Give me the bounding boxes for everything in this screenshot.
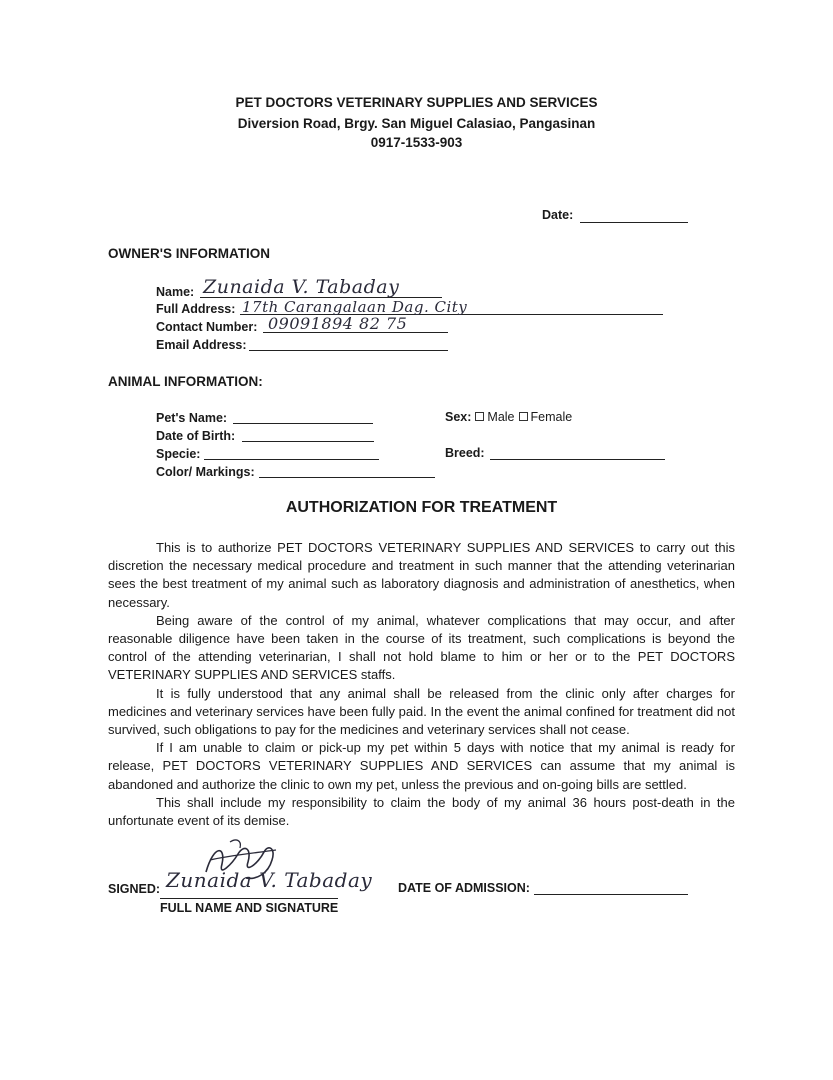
name-label: Name: [156,285,195,299]
email-label: Email Address: [156,338,247,352]
company-address: Diversion Road, Brgy. San Miguel Calasiao, Pangasinan [237,116,596,131]
signed-handwritten-name: Zunaida V. Tabaday [166,868,373,892]
dob-label: Date of Birth: [156,429,236,443]
admission-label: DATE OF ADMISSION: [398,881,530,895]
address-handwritten: 17th Carangalaan Dag. City [242,298,468,316]
date-label: Date: [542,208,574,222]
male-checkbox[interactable] [475,412,484,421]
specie-field[interactable] [204,459,379,460]
pet-name-field[interactable] [233,423,373,424]
date-field[interactable] [580,222,688,223]
signature-field[interactable] [160,898,338,899]
email-field[interactable] [249,350,448,351]
signature-caption: FULL NAME AND SIGNATURE [160,901,339,915]
female-label: Female [530,410,573,424]
signed-label: SIGNED: [108,882,161,896]
breed-label: Breed: [445,446,485,460]
authorization-title: AUTHORIZATION FOR TREATMENT [285,499,558,516]
color-field[interactable] [259,477,435,478]
name-handwritten: Zunaida V. Tabaday [203,276,400,298]
paragraph-1: This is to authorize PET DOCTORS VETERINARY SUPPLIES AND SERVICES to carry out this discretion the necessary medical procedure and treatment in such manner that the attending veterinarian sees the best treatment of my animal such as laboratory diagnosis and administration of anesthetics, when necessary. [108,540,735,610]
authorization-body [108,539,735,830]
company-name: PET DOCTORS VETERINARY SUPPLIES AND SERVICES [235,95,598,110]
contact-handwritten: 09091894 82 75 [268,314,408,333]
dob-field[interactable] [242,441,374,442]
sex-row [445,410,572,424]
pet-name-label: Pet's Name: [156,411,228,425]
paragraph-4: If I am unable to claim or pick-up my pet within 5 days with notice that my animal is ready for release, PET DOCTORS VETERINARY SUPPLIES AND SERVICES can assume that my animal is abandoned and authorize the clinic to own my pet, unless the previous and on-going bills are settled. [108,740,735,792]
color-label: Color/ Markings: [156,465,255,479]
paragraph-2: Being aware of the control of my animal, whatever complications that may occur, and after reasonable diligence have been taken in the course of its treatment, such complications is beyond the control of the attending veterinarian, I shall not hold blame to him or her or to the PET DOCTORS VETERINARY SUPPLIES AND SERVICES staffs. [108,612,735,683]
animal-section-title: ANIMAL INFORMATION: [108,374,263,389]
specie-label: Specie: [156,447,201,461]
admission-date-field[interactable] [534,894,688,895]
contact-label: Contact Number: [156,320,258,334]
owner-section-title: OWNER'S INFORMATION [108,246,270,261]
sex-label: Sex: [445,410,472,424]
paragraph-5: This shall include my responsibility to claim the body of my animal 36 hours post-death in the unfortunate event of its demise. [108,794,735,829]
breed-field[interactable] [490,459,665,460]
company-phone: 0917-1533-903 [370,135,463,150]
paragraph-3: It is fully understood that any animal shall be released from the clinic only after charges for medicines and veterinary services have been fully paid. In the event the animal confined for treatment did not survived, such obligations to pay for the medicines and veterinary services shall not cease. [108,685,735,738]
address-label: Full Address: [156,302,236,316]
female-checkbox[interactable] [519,412,528,421]
male-label: Male [487,410,515,424]
